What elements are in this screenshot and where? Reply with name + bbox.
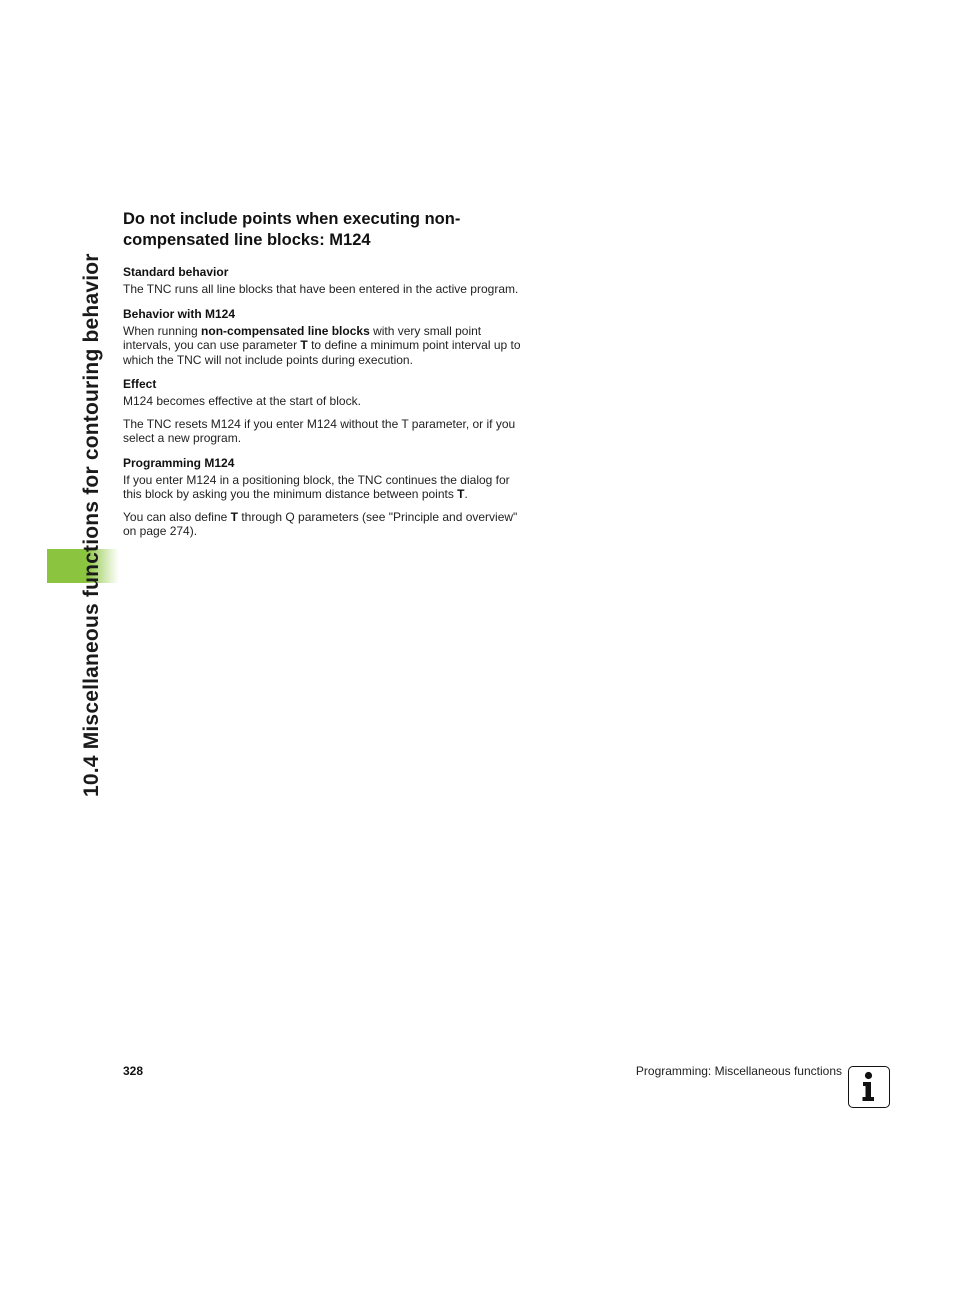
page-number: 328 — [123, 1064, 144, 1078]
text-run: When running — [123, 323, 202, 338]
text-run: with very small point intervals, you can use parameter — [123, 323, 482, 352]
bold-term-non-compensated: non-compensated line blocks — [201, 323, 370, 338]
text-run: You can also define — [123, 509, 231, 524]
section-heading: Do not include points when executing non-compensated line blocks: M124 — [123, 210, 461, 249]
bold-parameter-t: T — [300, 338, 308, 352]
paragraph-programming-1 — [123, 473, 523, 502]
paragraph-effect-1: M124 becomes effective at the start of block. — [123, 394, 361, 408]
footer-title: Programming: Miscellaneous functions — [635, 1064, 842, 1078]
paragraph-programming-2 — [123, 510, 523, 539]
text-run: If you enter M124 in a positioning block, the TNC continues the dialog for this block by asking you the minimum distance between points — [123, 472, 510, 501]
paragraph-effect-2: The TNC resets M124 if you enter M124 without the T parameter, or if you select a new program. — [123, 416, 516, 445]
bold-parameter-t: T — [230, 509, 238, 524]
info-icon — [848, 1066, 890, 1108]
bold-parameter-t: T — [457, 487, 465, 501]
subheading-standard-behavior: Standard behavior — [123, 265, 229, 279]
subheading-programming-m124: Programming M124 — [123, 455, 235, 470]
text-run: . — [464, 487, 468, 501]
paragraph-standard-behavior: The TNC runs all line blocks that have been entered in the active program. — [123, 282, 519, 296]
text-run: to define a minimum point interval up to which the TNC will not include points during execution. — [123, 338, 521, 367]
subheading-behavior-with-m124: Behavior with M124 — [123, 306, 236, 321]
main-content — [123, 209, 523, 549]
paragraph-behavior-with-m124 — [123, 324, 523, 368]
chapter-side-title: 10.4 Miscellaneous functions for contouring behavior — [80, 253, 103, 797]
info-icon-glyph — [849, 1067, 888, 1106]
subheading-effect: Effect — [123, 377, 157, 391]
text-run: through Q parameters (see "Principle and overview" on page 274). — [123, 509, 518, 538]
